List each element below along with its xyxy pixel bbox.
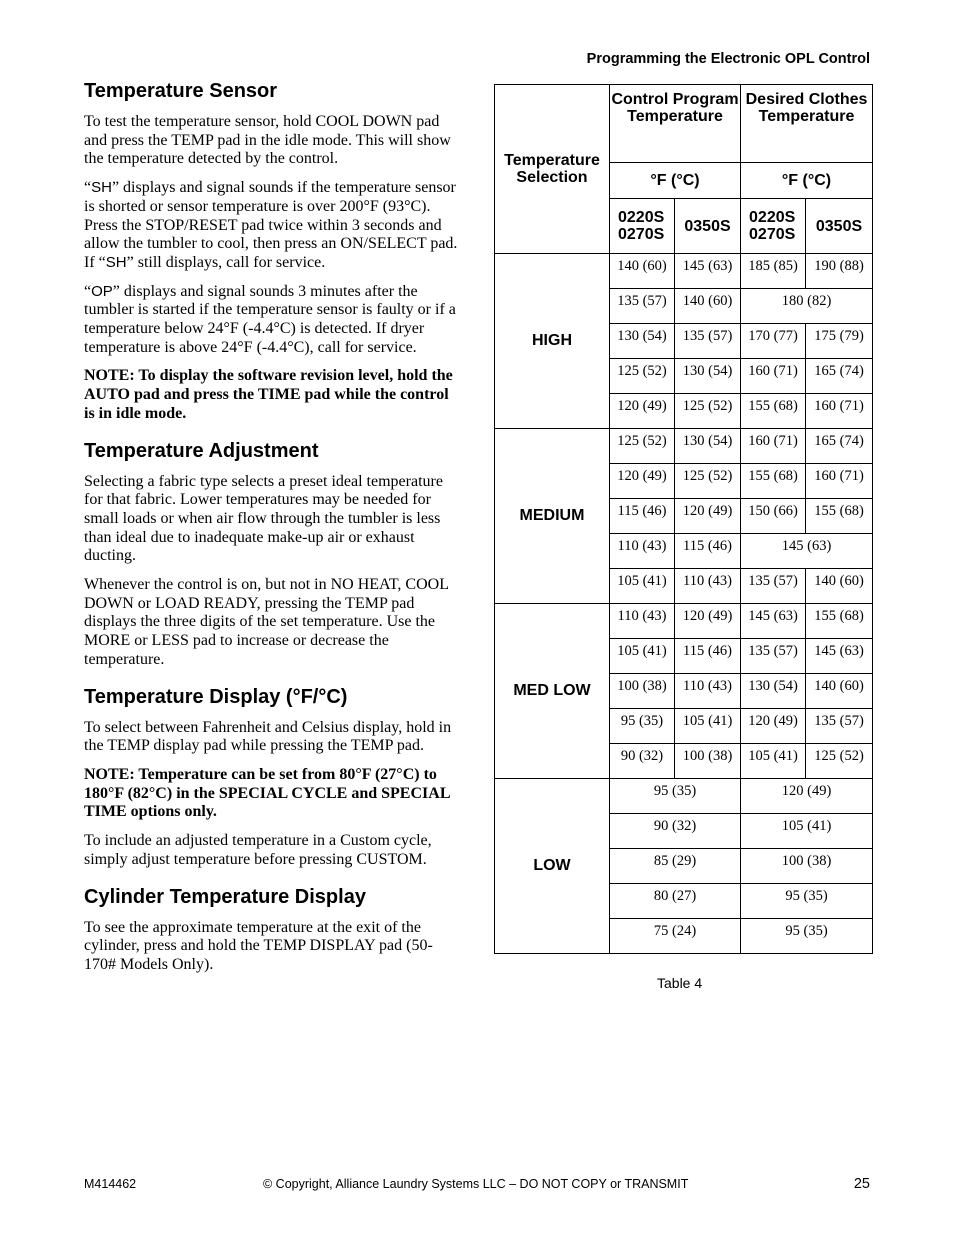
table-cell: 135 (57) (741, 639, 806, 674)
footer-doc-number: M414462 (84, 1177, 137, 1191)
text-run: “ (84, 179, 92, 197)
group-label-medium: MEDIUM (495, 429, 610, 604)
paragraph: Whenever the control is on, but not in NO HEAT, COOL DOWN or LOAD READY, pressing the TEMP pad displays the three digits of the set temperature. Use the MORE or LESS pad to increase or decrease the temperature. (84, 576, 449, 668)
table-cell: 135 (57) (610, 289, 675, 324)
table-cell: 85 (29) (610, 849, 741, 884)
table-cell: 120 (49) (675, 499, 741, 534)
paragraph: To see the approximate temperature at the exit of the cylinder, press and hold the TEMP DISPLAY pad (50-170# Models Only). (84, 918, 433, 973)
table-cell: 125 (52) (610, 359, 675, 394)
table-cell: 95 (35) (610, 709, 675, 744)
table-cell: 185 (85) (741, 254, 806, 289)
table-cell: 115 (46) (675, 639, 741, 674)
table-cell: 180 (82) (741, 289, 873, 324)
table-cell: 135 (57) (675, 324, 741, 359)
paragraph-op-code (84, 283, 458, 358)
header-unit-control: °F (°C) (610, 163, 741, 199)
table-cell: 120 (49) (741, 779, 873, 814)
table-row (495, 429, 873, 464)
group-label-high: HIGH (495, 254, 610, 429)
heading-temperature-sensor: Temperature Sensor (84, 80, 278, 102)
table-cell: 160 (71) (741, 359, 806, 394)
display-code-sh: SH (105, 253, 127, 271)
note-temperature-range: NOTE: Temperature can be set from 80°F (27°C) to 180°F (82°C) in the SPECIAL CYCLE and SPECIAL TIME options only. (84, 765, 450, 821)
table-cell: 130 (54) (675, 429, 741, 464)
table-cell: 135 (57) (806, 709, 873, 744)
note-software-revision: NOTE: To display the software revision level, hold the AUTO pad and press the TIME pad while the control is in idle mode. (84, 367, 453, 422)
table-row (495, 604, 873, 639)
table-cell: 95 (35) (741, 884, 873, 919)
table-cell: 95 (35) (741, 919, 873, 954)
header-model-0350s: 0350S (806, 199, 873, 254)
table-cell: 115 (46) (675, 534, 741, 569)
table-cell: 160 (71) (806, 394, 873, 429)
table-cell: 160 (71) (806, 464, 873, 499)
header-model-0350s: 0350S (675, 199, 741, 254)
section-temperature-display (84, 684, 458, 870)
table-cell: 100 (38) (675, 744, 741, 779)
table-cell: 170 (77) (741, 324, 806, 359)
group-label-med-low: MED LOW (495, 604, 610, 779)
header-unit-desired: °F (°C) (741, 163, 873, 199)
table-cell: 130 (54) (741, 674, 806, 709)
heading-temperature-display: Temperature Display (°F/°C) (84, 685, 348, 708)
footer-page-number: 25 (853, 1176, 870, 1192)
table-cell: 130 (54) (610, 324, 675, 359)
table-cell: 175 (79) (806, 324, 873, 359)
table-cell: 125 (52) (806, 744, 873, 779)
table-cell: 110 (43) (610, 604, 675, 639)
header-desired-clothes-temperature: Desired Clothes Temperature (741, 85, 873, 163)
table-cell: 125 (52) (610, 429, 675, 464)
paragraph-sh-code (84, 179, 458, 273)
table-cell: 160 (71) (741, 429, 806, 464)
header-temperature-selection: Temperature Selection (495, 85, 610, 254)
text-run: ” displays and signal sounds 3 minutes after the tumbler is started if the temperature sensor is faulty or if a temperature below 24°F (-4.4°C) is detected. If dryer temperature is above 24°F (-4.4°C), call for service. (84, 282, 456, 356)
heading-temperature-adjustment: Temperature Adjustment (84, 439, 319, 462)
table-cell: 165 (74) (806, 429, 873, 464)
display-code-op: OP (91, 282, 113, 300)
table-cell: 155 (68) (741, 394, 806, 429)
table-cell: 125 (52) (675, 394, 741, 429)
table-cell: 155 (68) (806, 604, 873, 639)
table-cell: 120 (49) (610, 464, 675, 499)
paragraph: To include an adjusted temperature in a Custom cycle, simply adjust temperature before pressing CUSTOM. (84, 832, 432, 868)
section-cylinder-temperature (84, 884, 458, 975)
section-temperature-sensor (84, 78, 458, 424)
table-cell: 110 (43) (610, 534, 675, 569)
table-cell: 140 (60) (610, 254, 675, 289)
table-cell: 120 (49) (610, 394, 675, 429)
table-cell: 120 (49) (741, 709, 806, 744)
table-cell: 100 (38) (610, 674, 675, 709)
table-cell: 105 (41) (741, 744, 806, 779)
paragraph: Selecting a fabric type selects a preset ideal temperature for that fabric. Lower temperatures may be needed for small loads or when air flow through the tumbler is less than ideal due to inadequate make-up air or exhaust ducting. (84, 472, 443, 565)
table-cell: 155 (68) (806, 499, 873, 534)
heading-cylinder-temperature: Cylinder Temperature Display (84, 885, 366, 908)
header-control-program-temperature: Control Program Temperature (610, 85, 741, 163)
table-cell: 140 (60) (806, 569, 873, 604)
table-cell: 145 (63) (741, 604, 806, 639)
table-cell: 90 (32) (610, 744, 675, 779)
table-cell: 145 (63) (741, 534, 873, 569)
table-cell: 105 (41) (610, 639, 675, 674)
table-caption: Table 4 (657, 975, 703, 991)
table-cell: 120 (49) (675, 604, 741, 639)
section-temperature-adjustment (84, 438, 458, 670)
table-cell: 150 (66) (741, 499, 806, 534)
table-cell: 80 (27) (610, 884, 741, 919)
table-cell: 165 (74) (806, 359, 873, 394)
paragraph: To select between Fahrenheit and Celsius display, hold in the TEMP display pad while pressing the TEMP pad. (84, 718, 452, 755)
table-cell: 90 (32) (610, 814, 741, 849)
table-cell: 100 (38) (741, 849, 873, 884)
table-header (495, 85, 873, 254)
table-cell: 95 (35) (610, 779, 741, 814)
table-cell: 105 (41) (741, 814, 873, 849)
group-label-low: LOW (495, 779, 610, 954)
table-cell: 135 (57) (741, 569, 806, 604)
table-cell: 140 (60) (806, 674, 873, 709)
table-cell: 190 (88) (806, 254, 873, 289)
table-cell: 115 (46) (610, 499, 675, 534)
table-body (495, 254, 873, 954)
text-run: ” still displays, call for service. (126, 253, 326, 271)
temperature-table (494, 84, 873, 954)
table-cell: 110 (43) (675, 674, 741, 709)
table-cell: 140 (60) (675, 289, 741, 324)
footer-copyright: © Copyright, Alliance Laundry Systems LLC – DO NOT COPY or TRANSMIT (263, 1177, 689, 1191)
table-cell: 105 (41) (675, 709, 741, 744)
text-run: “ (84, 282, 92, 300)
table-cell: 130 (54) (675, 359, 741, 394)
table-cell: 145 (63) (675, 254, 741, 289)
table-cell: 145 (63) (806, 639, 873, 674)
text-run: ” displays and signal sounds if the temperature sensor is shorted or sensor temperature is over 200°F (93°C). Press the STOP/RESET pad twice within 3 seconds and allow the tumbler to cool, then press an ON/SELECT pad. If “ (84, 179, 458, 271)
header-model-0220s-0270s: 0220S 0270S (741, 199, 806, 254)
table-cell: 75 (24) (610, 919, 741, 954)
table-row (495, 779, 873, 814)
table-cell: 105 (41) (610, 569, 675, 604)
header-model-0220s-0270s: 0220S 0270S (610, 199, 675, 254)
table-cell: 155 (68) (741, 464, 806, 499)
running-header: Programming the Electronic OPL Control (586, 51, 870, 67)
table-cell: 110 (43) (675, 569, 741, 604)
text-column (84, 78, 458, 989)
display-code-sh: SH (91, 179, 112, 197)
paragraph: To test the temperature sensor, hold COOL DOWN pad and press the TEMP pad in the idle mode. This will show the temperature detected by the control. (84, 113, 451, 168)
table-row (495, 254, 873, 289)
table-cell: 125 (52) (675, 464, 741, 499)
